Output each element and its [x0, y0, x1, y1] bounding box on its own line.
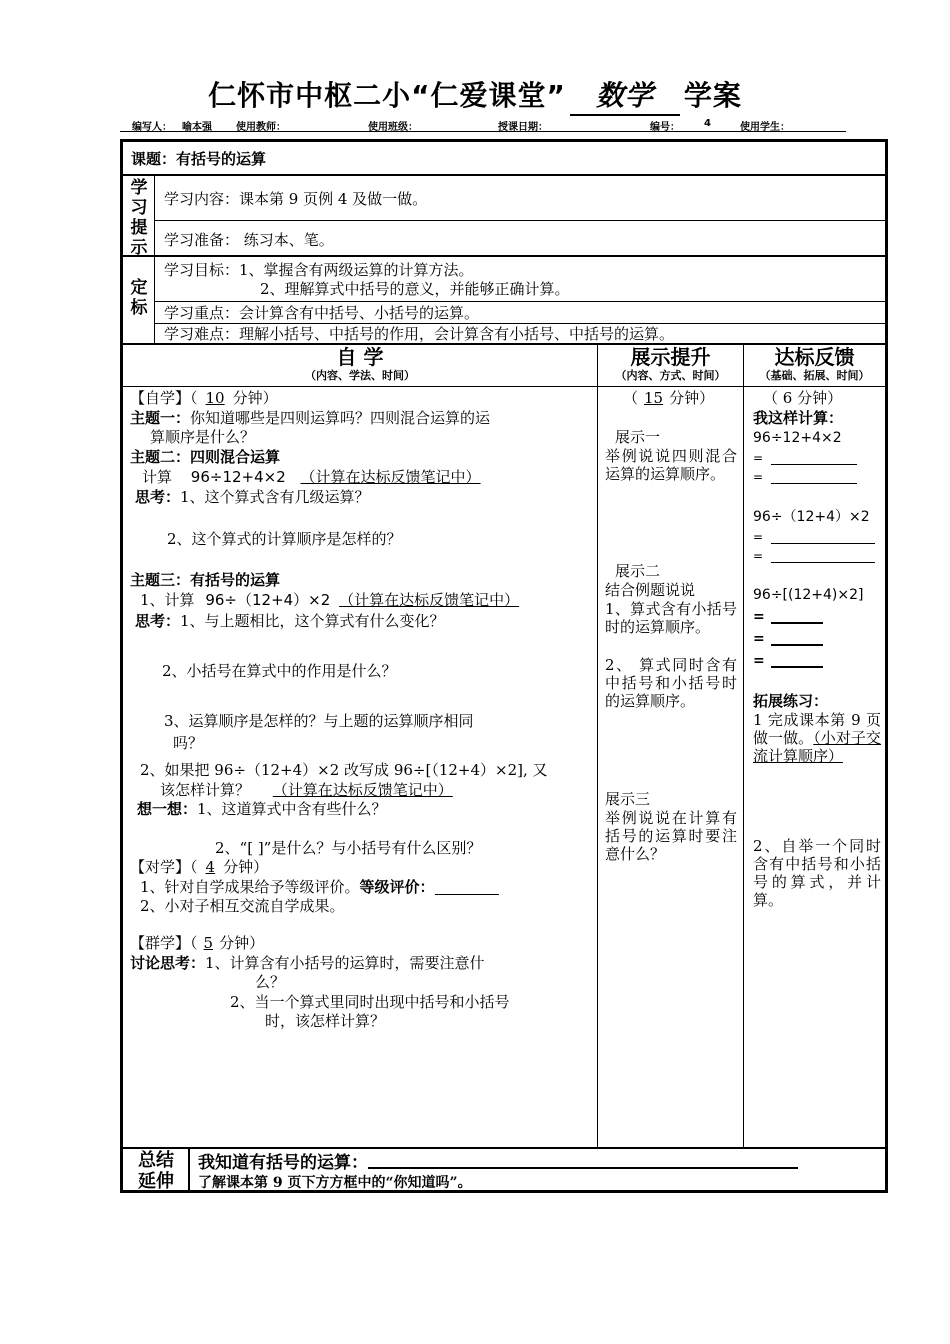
feedback-time: （ 6 分钟） — [763, 389, 843, 407]
self-intro-unit: 分钟） — [232, 389, 278, 407]
show-2-intro: 结合例题说说 — [605, 581, 696, 599]
discuss-1: 1、计算含有小括号的运算时，需要注意什 — [205, 954, 485, 972]
student-label: 使用学生： — [740, 122, 790, 133]
calc2-label: 1、计算 — [140, 591, 195, 609]
think2 — [135, 612, 445, 630]
group-unit: 分钟） — [219, 934, 265, 952]
equals-sign: = — [753, 549, 764, 563]
show-1-title: 展示一 — [615, 428, 661, 446]
lesson-topic: 课题：有括号的运算 — [131, 150, 267, 168]
calc2 — [140, 591, 519, 609]
topic1-text: 你知道哪些是四则运算吗？四则混合运算的运 — [190, 409, 491, 427]
self-study-header — [123, 345, 597, 383]
feedback-expr-3: 96÷[(12+4)×2] — [753, 587, 864, 603]
think1-q2: 2、这个算式的计算顺序是怎样的？ — [167, 530, 402, 548]
feedback-answer-1a — [753, 449, 857, 467]
group-open: 【群学】（ — [130, 934, 198, 952]
calc1 — [142, 468, 481, 486]
equals-sign: = — [753, 653, 765, 669]
number-label: 编号： — [650, 122, 680, 133]
self-intro — [130, 389, 278, 407]
summary-label-2: 延伸 — [138, 1171, 174, 1192]
summary-blank[interactable] — [368, 1157, 798, 1169]
key-point: 学习重点：会计算含有中括号、小括号的运算。 — [164, 304, 480, 322]
topic1-cont: 算顺序是什么？ — [150, 428, 256, 446]
show-time-unit: 分钟） — [669, 389, 715, 407]
feedback-answer-1b — [753, 468, 857, 486]
summary-label — [127, 1150, 185, 1192]
goal-2: 2、理解算式中括号的意义，并能够正确计算。 — [260, 280, 570, 298]
row-divider — [123, 174, 885, 176]
row-divider — [123, 255, 885, 257]
page-title — [0, 74, 950, 116]
grade-label: 等级评价： — [359, 878, 435, 896]
group-time: 5 — [203, 934, 214, 952]
discuss-2: 2、当一个算式里同时出现中括号和小括号 — [230, 993, 510, 1011]
question2: 2、如果把 96÷（12+4）×2 改写成 96÷[（12+4）×2], 又 — [140, 761, 548, 779]
discuss-1-cont: 么？ — [255, 973, 286, 991]
self-study-sub: （内容、学法、时间） — [305, 369, 415, 382]
answer-blank[interactable] — [771, 610, 823, 624]
topic2: 主题二：四则混合运算 — [130, 448, 281, 466]
extension-1-text: 1 完成课本第 9 页做一做。 — [753, 711, 881, 747]
show-title: 展示提升 — [630, 345, 711, 369]
think3-label: 想一想： — [137, 800, 198, 818]
think3-q1: 1、这道算式中含有些什么？ — [197, 800, 387, 818]
pair-unit: 分钟） — [223, 858, 269, 876]
row-divider — [154, 220, 885, 221]
show-time-value: 15 — [644, 389, 664, 407]
equals-sign: = — [753, 470, 764, 484]
equals-sign: = — [753, 631, 765, 647]
summary-label-1: 总结 — [138, 1150, 174, 1171]
self-study-title: 自 学 — [336, 345, 384, 369]
group-study — [130, 934, 264, 952]
feedback-answer-2b — [753, 547, 875, 565]
show-1-text: 举例说说四则混合运算的运算顺序。 — [605, 447, 737, 483]
feedback-expr-1: 96÷12+4×2 — [753, 430, 842, 446]
title-prefix: 仁怀市中枢二小“仁爱课堂” — [208, 79, 566, 112]
think2-label: 思考： — [135, 612, 181, 630]
self-intro-open: 【自学】（ — [130, 389, 198, 407]
think2-q3-cont: 吗？ — [173, 734, 204, 752]
show-2-title: 展示二 — [615, 562, 661, 580]
question2-note: （计算在达标反馈笔记中） — [272, 781, 453, 799]
question2-text: 该怎样计算？ — [160, 781, 251, 799]
summary-line-2: 了解课本第 9 页下方方框中的“你知道吗”。 — [198, 1175, 472, 1191]
pair-item-1 — [140, 878, 499, 896]
topic1 — [130, 409, 490, 427]
goals-label: 定标 — [130, 278, 148, 318]
think1-label: 思考： — [135, 488, 181, 506]
discuss-2-cont: 时，该怎样计算？ — [265, 1012, 386, 1030]
row-divider — [154, 301, 885, 302]
author-label: 编写人： — [132, 122, 172, 133]
meta-row — [120, 118, 846, 132]
think1 — [135, 488, 370, 506]
difficulty: 学习难点：理解小括号、中括号的作用，会计算含有小括号、中括号的运算。 — [164, 325, 675, 343]
feedback-answer-3b — [753, 630, 823, 648]
lesson-table — [120, 139, 888, 1193]
feedback-answer-3c — [753, 652, 823, 670]
col-divider — [743, 343, 744, 1147]
equals-sign: = — [753, 451, 764, 465]
think2-q3: 3、运算顺序是怎样的？与上题的运算顺序相同 — [164, 712, 474, 730]
teacher-label: 使用教师： — [236, 122, 286, 133]
row-divider — [123, 386, 885, 387]
extension-1-note: （小对子交流计算顺序） — [753, 729, 881, 765]
show-header — [598, 345, 743, 383]
think3 — [137, 800, 387, 818]
author-name: 喻本强 — [182, 122, 212, 133]
answer-blank[interactable] — [771, 654, 823, 668]
pair-item-2: 2、小对子相互交流自学成果。 — [140, 897, 345, 915]
think2-q1: 1、与上题相比，这个算式有什么变化？ — [180, 612, 445, 630]
answer-blank[interactable] — [771, 531, 875, 544]
think3-q2: 2、“[ ]”是什么？与小括号有什么区别？ — [215, 839, 482, 857]
calc2-expr: 96÷（12+4）×2 — [205, 591, 331, 609]
show-2-item-1: 1、算式含有小括号时的运算顺序。 — [605, 600, 737, 636]
equals-sign: = — [753, 609, 765, 625]
extension-1 — [753, 711, 881, 765]
col-divider — [597, 343, 598, 1147]
show-2-item-2: 2、 算式同时含有中括号和小括号时的运算顺序。 — [605, 656, 737, 710]
think1-q1: 1、这个算式含有几级运算？ — [180, 488, 370, 506]
answer-blank[interactable] — [771, 632, 823, 646]
feedback-answer-3a — [753, 608, 823, 626]
topic1-label: 主题一： — [130, 409, 191, 427]
feedback-title: 达标反馈 — [774, 345, 855, 369]
self-intro-time: 10 — [205, 389, 225, 407]
answer-blank[interactable] — [771, 452, 857, 465]
class-label: 使用班级： — [368, 122, 418, 133]
feedback-expr-2: 96÷（12+4）×2 — [753, 509, 870, 525]
date-label: 授课日期： — [498, 122, 548, 133]
show-sub: （内容、方式、时间） — [615, 369, 726, 382]
learning-prep: 学习准备： 练习本、笔。 — [164, 231, 334, 249]
summary-line-1-text: 我知道有括号的运算： — [198, 1153, 368, 1173]
calc2-note: （计算在达标反馈笔记中） — [339, 591, 520, 609]
show-time — [623, 389, 714, 407]
extension-label: 拓展练习： — [753, 692, 829, 710]
pair-open: 【对学】（ — [130, 858, 198, 876]
extension-2: 2、自举一个同时含有中括号和小括号的算式，并计算。 — [753, 837, 881, 909]
calc1-expr: 96÷12+4×2 — [190, 468, 286, 486]
pair-time: 4 — [205, 858, 216, 876]
calc1-note: （计算在达标反馈笔记中） — [300, 468, 481, 486]
calc1-label: 计算 — [142, 468, 173, 486]
equals-sign: = — [753, 530, 764, 544]
topic3: 主题三：有括号的运算 — [130, 571, 281, 589]
col-divider — [188, 1147, 190, 1193]
row-divider — [154, 323, 885, 324]
feedback-calc-label: 我这样计算： — [753, 409, 844, 427]
discuss-label: 讨论思考： — [130, 954, 206, 972]
row-divider — [123, 1147, 885, 1149]
learning-content: 学习内容：课本第 9 页例 4 及做一做。 — [164, 190, 428, 208]
pair-item-1-text: 1、针对自学成果给予等级评价。 — [140, 878, 360, 896]
show-3-text: 举例说说在计算有括号的运算时要注意什么？ — [605, 809, 737, 863]
answer-blank[interactable] — [771, 471, 857, 484]
title-suffix: 学案 — [683, 79, 742, 112]
feedback-header — [744, 345, 885, 383]
summary-line-1 — [198, 1152, 798, 1174]
tips-label: 学习提示 — [130, 178, 148, 258]
pair-study — [130, 858, 268, 876]
feedback-answer-2a — [753, 528, 875, 546]
show-3-title: 展示三 — [605, 790, 651, 808]
discuss — [130, 954, 485, 972]
feedback-sub: （基础、拓展、时间） — [759, 369, 870, 382]
subject-field: 数学 — [570, 74, 680, 116]
answer-blank[interactable] — [771, 550, 875, 563]
grade-blank[interactable] — [435, 882, 499, 895]
goal-1: 学习目标：1、掌握含有两级运算的计算方法。 — [164, 261, 474, 279]
question2-cont — [160, 781, 453, 799]
col-divider — [154, 174, 155, 343]
number-value: 4 — [704, 118, 711, 129]
show-time-open: （ — [623, 389, 639, 407]
think2-q2: 2、小括号在算式中的作用是什么？ — [162, 662, 397, 680]
